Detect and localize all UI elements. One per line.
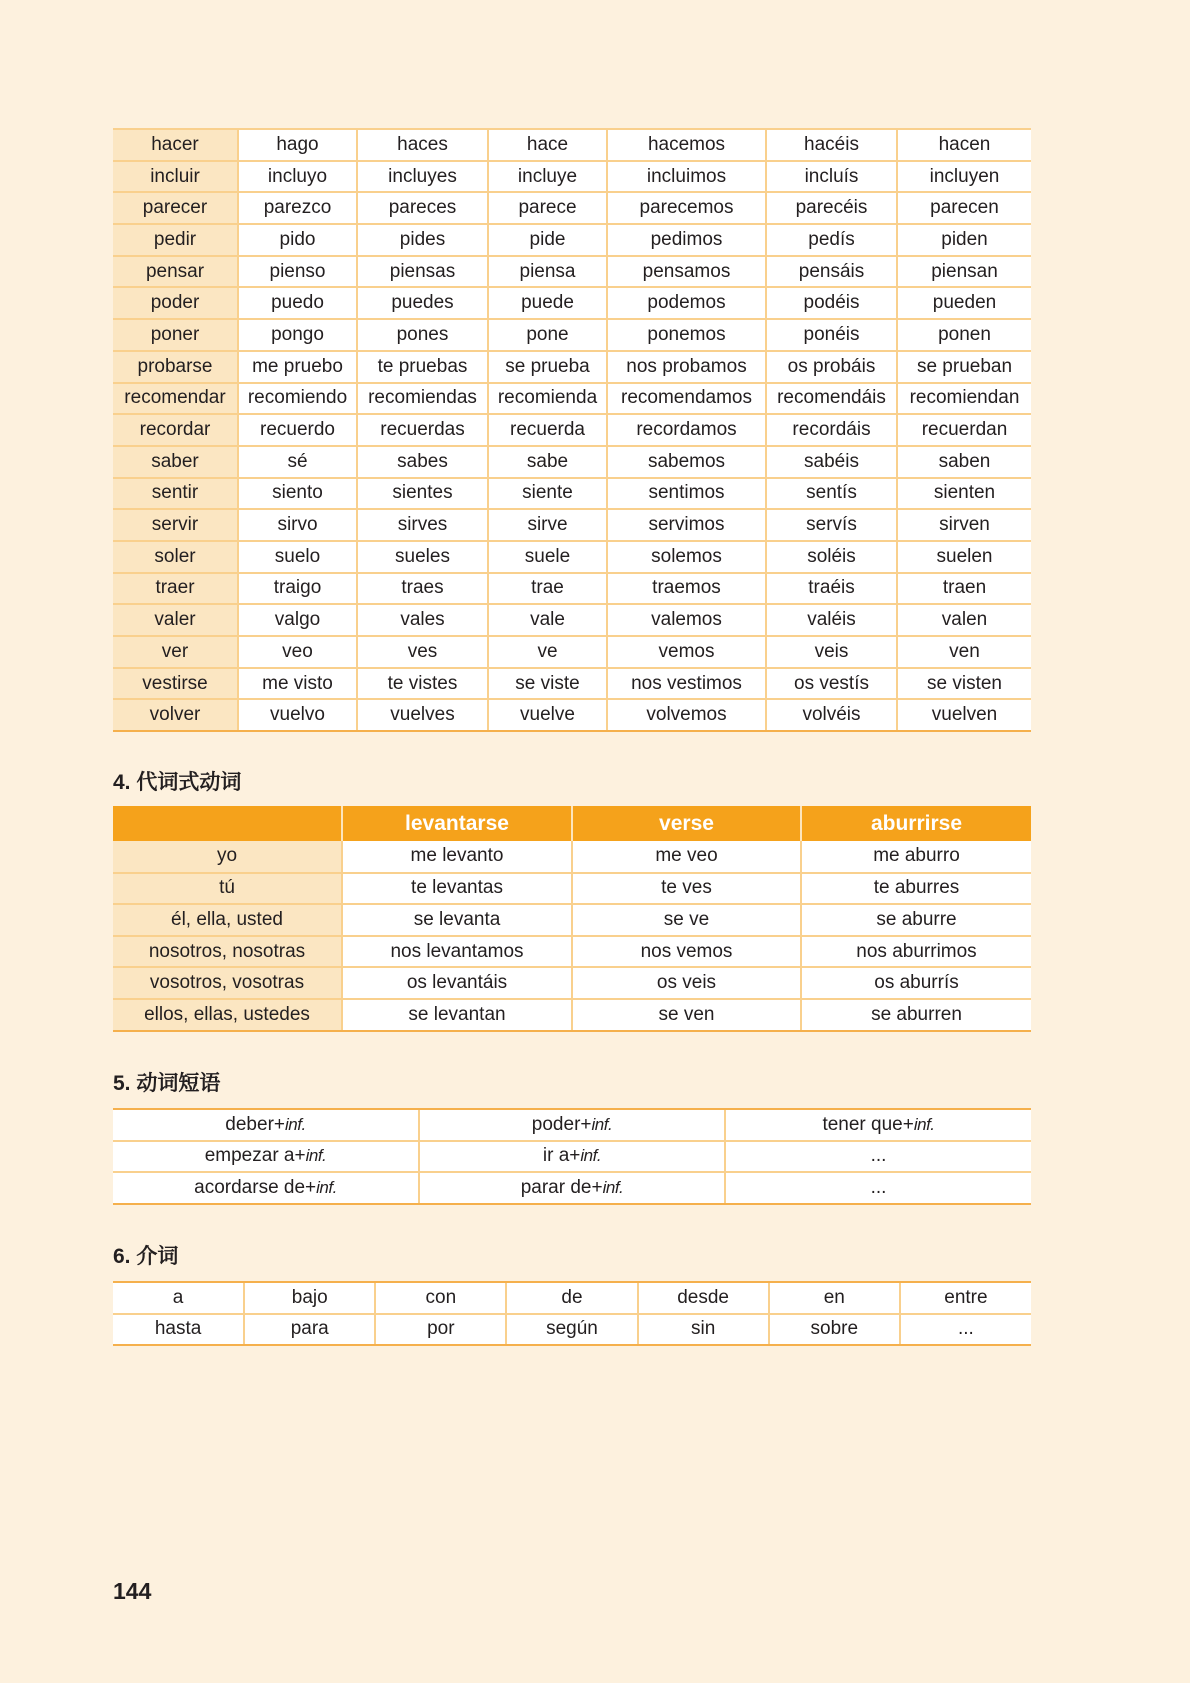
table-cell: bajo xyxy=(244,1282,375,1314)
table-row xyxy=(113,841,1031,873)
table-cell: recuerda xyxy=(488,414,607,446)
table-row xyxy=(113,383,1031,415)
row-label-cell: tú xyxy=(113,873,342,905)
table-cell: se visten xyxy=(897,668,1031,700)
table-row xyxy=(113,936,1031,968)
phrase-base: ... xyxy=(870,1145,887,1167)
table-cell: me levanto xyxy=(342,841,572,873)
table-cell: se prueban xyxy=(897,351,1031,383)
table-cell: pareces xyxy=(357,192,488,224)
table-row xyxy=(113,478,1031,510)
table-cell: podéis xyxy=(766,287,897,319)
phrase-base: empezar a+ xyxy=(204,1145,306,1167)
table-cell: sentís xyxy=(766,478,897,510)
row-label-cell: servir xyxy=(113,509,238,541)
table-cell: valemos xyxy=(607,604,766,636)
table-cell: puedes xyxy=(357,287,488,319)
row-label-cell: recordar xyxy=(113,414,238,446)
table-cell: piensa xyxy=(488,256,607,288)
table-row xyxy=(113,904,1031,936)
table-cell: sentimos xyxy=(607,478,766,510)
table-cell: hacen xyxy=(897,129,1031,161)
phrase-cell xyxy=(419,1109,725,1141)
table-row xyxy=(113,967,1031,999)
row-label-cell: valer xyxy=(113,604,238,636)
table-cell: parezco xyxy=(238,192,357,224)
table-cell: pienso xyxy=(238,256,357,288)
section-title: 代词式动词 xyxy=(136,771,242,794)
table-cell: te aburres xyxy=(801,873,1031,905)
row-label-cell: pensar xyxy=(113,256,238,288)
table-cell: nos vemos xyxy=(572,936,801,968)
row-label-cell: poner xyxy=(113,319,238,351)
phrase-base: parar de+ xyxy=(520,1176,603,1198)
section-title: 介词 xyxy=(136,1245,179,1268)
table-cell: valéis xyxy=(766,604,897,636)
table-cell: hacéis xyxy=(766,129,897,161)
table-cell: se prueba xyxy=(488,351,607,383)
table-cell: vuelvo xyxy=(238,699,357,731)
table-cell: me visto xyxy=(238,668,357,700)
row-label-cell: ver xyxy=(113,636,238,668)
table-cell: te pruebas xyxy=(357,351,488,383)
row-label-cell: a xyxy=(113,1282,244,1314)
table-cell: ponen xyxy=(897,319,1031,351)
table-cell: pongo xyxy=(238,319,357,351)
table-row xyxy=(113,129,1031,161)
table-cell: ... xyxy=(900,1314,1031,1346)
table-cell: vuelven xyxy=(897,699,1031,731)
header-cell: verse xyxy=(572,806,801,841)
table-cell: recordáis xyxy=(766,414,897,446)
phrase-cell xyxy=(113,1172,419,1204)
table-cell: sobre xyxy=(769,1314,900,1346)
phrase-base: tener que+ xyxy=(822,1113,914,1135)
table-cell: nos vestimos xyxy=(607,668,766,700)
table-row xyxy=(113,1172,1031,1204)
table-row xyxy=(113,999,1031,1031)
phrase-infinitive-suffix: inf. xyxy=(580,1146,602,1166)
row-label-cell: nosotros, nosotras xyxy=(113,936,342,968)
table-cell: sabe xyxy=(488,446,607,478)
phrase-infinitive-suffix: inf. xyxy=(591,1114,613,1134)
table-cell: por xyxy=(375,1314,506,1346)
table-cell: vemos xyxy=(607,636,766,668)
table-cell: podemos xyxy=(607,287,766,319)
row-label-cell: saber xyxy=(113,446,238,478)
table-row xyxy=(113,414,1031,446)
table-row xyxy=(113,319,1031,351)
table-cell: haces xyxy=(357,129,488,161)
table-cell: incluimos xyxy=(607,161,766,193)
phrase-infinitive-suffix: inf. xyxy=(913,1114,935,1134)
table-cell: parecemos xyxy=(607,192,766,224)
table-cell: puedo xyxy=(238,287,357,319)
table-cell: traigo xyxy=(238,573,357,605)
section-4-heading xyxy=(113,766,241,796)
table-cell: suelen xyxy=(897,541,1031,573)
phrase-cell xyxy=(419,1141,725,1173)
row-label-cell: él, ella, usted xyxy=(113,904,342,936)
table-cell: sirve xyxy=(488,509,607,541)
table-cell: os veis xyxy=(572,967,801,999)
phrase-cell xyxy=(113,1109,419,1141)
header-cell xyxy=(113,806,342,841)
prepositions-table-body xyxy=(113,1282,1031,1345)
table-row xyxy=(113,224,1031,256)
conjugation-table-body xyxy=(113,129,1031,731)
phrase-base: ... xyxy=(870,1176,887,1198)
table-cell: pides xyxy=(357,224,488,256)
table-cell: valen xyxy=(897,604,1031,636)
table-cell: puede xyxy=(488,287,607,319)
row-label-cell: soler xyxy=(113,541,238,573)
table-cell: volvéis xyxy=(766,699,897,731)
table-cell: recomiendo xyxy=(238,383,357,415)
table-cell: me pruebo xyxy=(238,351,357,383)
table-cell: sirven xyxy=(897,509,1031,541)
table-cell: os levantáis xyxy=(342,967,572,999)
table-cell: pedimos xyxy=(607,224,766,256)
table-cell: ponéis xyxy=(766,319,897,351)
row-label-cell: ellos, ellas, ustedes xyxy=(113,999,342,1031)
phrase-cell xyxy=(113,1141,419,1173)
table-cell: te levantas xyxy=(342,873,572,905)
table-cell: vuelve xyxy=(488,699,607,731)
table-cell: incluyen xyxy=(897,161,1031,193)
table-cell: recuerdas xyxy=(357,414,488,446)
table-cell: valgo xyxy=(238,604,357,636)
table-cell: recomiendas xyxy=(357,383,488,415)
table-cell: recomendamos xyxy=(607,383,766,415)
row-label-cell: vestirse xyxy=(113,668,238,700)
row-label-cell: parecer xyxy=(113,192,238,224)
table-cell: vuelves xyxy=(357,699,488,731)
table-cell: soléis xyxy=(766,541,897,573)
phrase-cell xyxy=(725,1109,1031,1141)
page-number: 144 xyxy=(113,1578,152,1604)
table-cell: servís xyxy=(766,509,897,541)
table-cell: recomiendan xyxy=(897,383,1031,415)
prepositions-table xyxy=(113,1281,1031,1346)
table-cell: recuerdan xyxy=(897,414,1031,446)
table-cell: siente xyxy=(488,478,607,510)
table-cell: vale xyxy=(488,604,607,636)
table-cell: nos probamos xyxy=(607,351,766,383)
table-cell: pone xyxy=(488,319,607,351)
table-cell: sirves xyxy=(357,509,488,541)
pronominal-table-body xyxy=(113,841,1031,1031)
table-cell: parece xyxy=(488,192,607,224)
table-cell: traes xyxy=(357,573,488,605)
table-cell: traéis xyxy=(766,573,897,605)
table-cell: traen xyxy=(897,573,1031,605)
row-label-cell: volver xyxy=(113,699,238,731)
table-cell: trae xyxy=(488,573,607,605)
table-cell: con xyxy=(375,1282,506,1314)
table-cell: desde xyxy=(638,1282,769,1314)
table-cell: entre xyxy=(900,1282,1031,1314)
table-cell: se ven xyxy=(572,999,801,1031)
header-cell: aburrirse xyxy=(801,806,1031,841)
table-cell: solemos xyxy=(607,541,766,573)
table-row xyxy=(113,1109,1031,1141)
table-cell: piden xyxy=(897,224,1031,256)
row-label-cell: hasta xyxy=(113,1314,244,1346)
section-6-heading xyxy=(113,1240,178,1270)
table-cell: en xyxy=(769,1282,900,1314)
table-row xyxy=(113,256,1031,288)
table-cell: según xyxy=(506,1314,637,1346)
table-cell: os aburrís xyxy=(801,967,1031,999)
table-row xyxy=(113,192,1031,224)
row-label-cell: recomendar xyxy=(113,383,238,415)
section-title: 动词短语 xyxy=(136,1072,221,1095)
table-cell: ven xyxy=(897,636,1031,668)
table-cell: pueden xyxy=(897,287,1031,319)
table-cell: me aburro xyxy=(801,841,1031,873)
table-cell: parecéis xyxy=(766,192,897,224)
table-cell: veo xyxy=(238,636,357,668)
row-label-cell: poder xyxy=(113,287,238,319)
row-label-cell: probarse xyxy=(113,351,238,383)
table-cell: incluyo xyxy=(238,161,357,193)
table-cell: traemos xyxy=(607,573,766,605)
phrases-table-body xyxy=(113,1109,1031,1204)
table-cell: pido xyxy=(238,224,357,256)
table-cell: ponemos xyxy=(607,319,766,351)
verb-phrases-table xyxy=(113,1108,1031,1205)
section-number: 6. xyxy=(113,1245,131,1268)
table-cell: sientes xyxy=(357,478,488,510)
table-cell: recomienda xyxy=(488,383,607,415)
table-row xyxy=(113,161,1031,193)
section-number: 5. xyxy=(113,1072,131,1095)
row-label-cell: vosotros, vosotras xyxy=(113,967,342,999)
table-row xyxy=(113,446,1031,478)
table-cell: ve xyxy=(488,636,607,668)
phrase-base: ir a+ xyxy=(542,1145,581,1167)
table-cell: se ve xyxy=(572,904,801,936)
table-cell: recomendáis xyxy=(766,383,897,415)
table-cell: vales xyxy=(357,604,488,636)
phrase-cell xyxy=(725,1172,1031,1204)
table-cell: sabéis xyxy=(766,446,897,478)
pronominal-verbs-table xyxy=(113,806,1031,1032)
table-row xyxy=(113,541,1031,573)
table-cell: volvemos xyxy=(607,699,766,731)
table-cell: para xyxy=(244,1314,375,1346)
row-label-cell: pedir xyxy=(113,224,238,256)
phrase-infinitive-suffix: inf. xyxy=(285,1114,306,1134)
phrase-infinitive-suffix: inf. xyxy=(602,1177,624,1197)
table-cell: os vestís xyxy=(766,668,897,700)
section-number: 4. xyxy=(113,771,131,794)
table-cell: te vistes xyxy=(357,668,488,700)
table-cell: pones xyxy=(357,319,488,351)
table-cell: parecen xyxy=(897,192,1031,224)
verb-conjugation-table xyxy=(113,128,1031,732)
table-cell: se aburren xyxy=(801,999,1031,1031)
table-cell: se levantan xyxy=(342,999,572,1031)
table-header-row xyxy=(113,806,1031,841)
table-cell: hacemos xyxy=(607,129,766,161)
table-cell: sienten xyxy=(897,478,1031,510)
row-label-cell: traer xyxy=(113,573,238,605)
section-5-heading xyxy=(113,1067,220,1097)
table-row xyxy=(113,636,1031,668)
table-row xyxy=(113,509,1031,541)
table-cell: sueles xyxy=(357,541,488,573)
row-label-cell: hacer xyxy=(113,129,238,161)
table-cell: se levanta xyxy=(342,904,572,936)
table-row xyxy=(113,1314,1031,1346)
table-row xyxy=(113,1141,1031,1173)
table-cell: ves xyxy=(357,636,488,668)
table-cell: piensas xyxy=(357,256,488,288)
table-cell: piensan xyxy=(897,256,1031,288)
table-cell: de xyxy=(506,1282,637,1314)
phrase-cell xyxy=(419,1172,725,1204)
table-cell: suele xyxy=(488,541,607,573)
table-row xyxy=(113,573,1031,605)
row-label-cell: yo xyxy=(113,841,342,873)
table-cell: nos levantamos xyxy=(342,936,572,968)
table-cell: os probáis xyxy=(766,351,897,383)
table-cell: incluís xyxy=(766,161,897,193)
table-cell: sirvo xyxy=(238,509,357,541)
table-row xyxy=(113,351,1031,383)
table-cell: recuerdo xyxy=(238,414,357,446)
table-cell: incluyes xyxy=(357,161,488,193)
table-cell: pide xyxy=(488,224,607,256)
table-cell: servimos xyxy=(607,509,766,541)
table-cell: se viste xyxy=(488,668,607,700)
table-cell: pedís xyxy=(766,224,897,256)
table-cell: hace xyxy=(488,129,607,161)
table-cell: siento xyxy=(238,478,357,510)
table-cell: sabemos xyxy=(607,446,766,478)
table-cell: te ves xyxy=(572,873,801,905)
phrase-base: deber+ xyxy=(225,1113,285,1135)
phrase-base: poder+ xyxy=(531,1113,592,1135)
header-cell: levantarse xyxy=(342,806,572,841)
table-cell: saben xyxy=(897,446,1031,478)
table-cell: sabes xyxy=(357,446,488,478)
table-row xyxy=(113,873,1031,905)
phrase-cell xyxy=(725,1141,1031,1173)
table-row xyxy=(113,1282,1031,1314)
row-label-cell: incluir xyxy=(113,161,238,193)
phrase-base: acordarse de+ xyxy=(194,1176,317,1198)
table-cell: se aburre xyxy=(801,904,1031,936)
table-cell: incluye xyxy=(488,161,607,193)
table-cell: pensáis xyxy=(766,256,897,288)
table-row xyxy=(113,699,1031,731)
table-cell: sin xyxy=(638,1314,769,1346)
table-row xyxy=(113,604,1031,636)
table-cell: veis xyxy=(766,636,897,668)
table-row xyxy=(113,287,1031,319)
table-cell: hago xyxy=(238,129,357,161)
table-cell: sé xyxy=(238,446,357,478)
phrase-infinitive-suffix: inf. xyxy=(305,1146,327,1166)
row-label-cell: sentir xyxy=(113,478,238,510)
table-cell: nos aburrimos xyxy=(801,936,1031,968)
table-cell: pensamos xyxy=(607,256,766,288)
table-cell: me veo xyxy=(572,841,801,873)
table-row xyxy=(113,668,1031,700)
phrase-infinitive-suffix: inf. xyxy=(316,1177,337,1197)
table-cell: recordamos xyxy=(607,414,766,446)
table-cell: suelo xyxy=(238,541,357,573)
